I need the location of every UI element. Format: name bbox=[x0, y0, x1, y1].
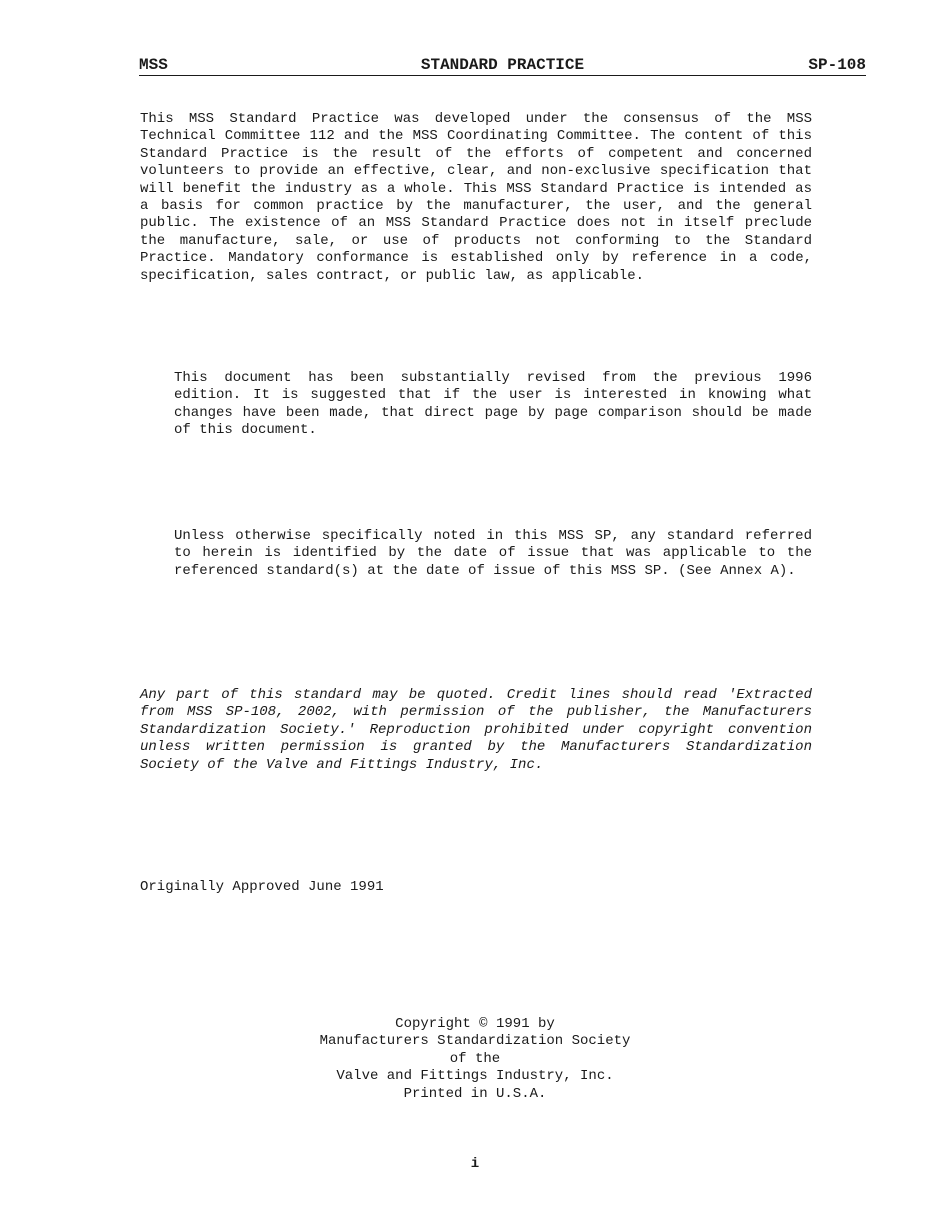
copyright-line: Printed in U.S.A. bbox=[403, 1085, 547, 1102]
references-note: Unless otherwise specifically noted in this MSS SP, any standard referred to herein is identified by the date of issue that was applicable to the referenced standard(s) at the date of issue of this MSS SP. (See Annex A). bbox=[174, 528, 812, 579]
header-org: MSS bbox=[139, 56, 168, 74]
page-header bbox=[139, 55, 866, 76]
copyright-line: Copyright © 1991 by bbox=[395, 1016, 555, 1032]
header-doc-number: SP-108 bbox=[808, 56, 866, 74]
header-title: STANDARD PRACTICE bbox=[420, 56, 585, 74]
revision-note: This document has been substantially revised from the previous 1996 edition. It is suggested that if the user is interested in knowing what changes have been made, that direct page by page comparison should be made of this document. bbox=[174, 370, 812, 439]
copyright-line: Valve and Fittings Industry, Inc. bbox=[336, 1068, 614, 1085]
quotation-notice: Any part of this standard may be quoted. Credit lines should read 'Extracted from MSS SP-108, 2002, with permission of the publisher, the Manufacturers Standardization Society.' Reproduction prohibited under copyright convention unless written permission is granted by the Manufacturers Standardization Society of the Valve and Fittings Industry, Inc. bbox=[140, 687, 812, 773]
page-number: i bbox=[470, 1156, 480, 1172]
approval-date: Originally Approved June 1991 bbox=[140, 879, 384, 895]
copyright-line: Manufacturers Standardization Society bbox=[319, 1033, 631, 1050]
intro-paragraph: This MSS Standard Practice was developed under the consensus of the MSS Technical Committee 112 and the MSS Coordinating Committee. The content of this Standard Practice is the result of the efforts of competent and concerned volunteers to provide an effective, clear, and non-exclusive specification that will benefit the industry as a whole. This MSS Standard Practice is intended as a basis for common practice by the manufacturer, the user, and the general public. The existence of an MSS Standard Practice does not in itself preclude the manufacture, sale, or use of products not conforming to the Standard Practice. Mandatory conformance is established only by reference in a code, specification, sales contract, or public law, as applicable. bbox=[140, 111, 812, 284]
copyright-line: of the bbox=[449, 1050, 501, 1067]
copyright-block bbox=[140, 1016, 810, 1103]
